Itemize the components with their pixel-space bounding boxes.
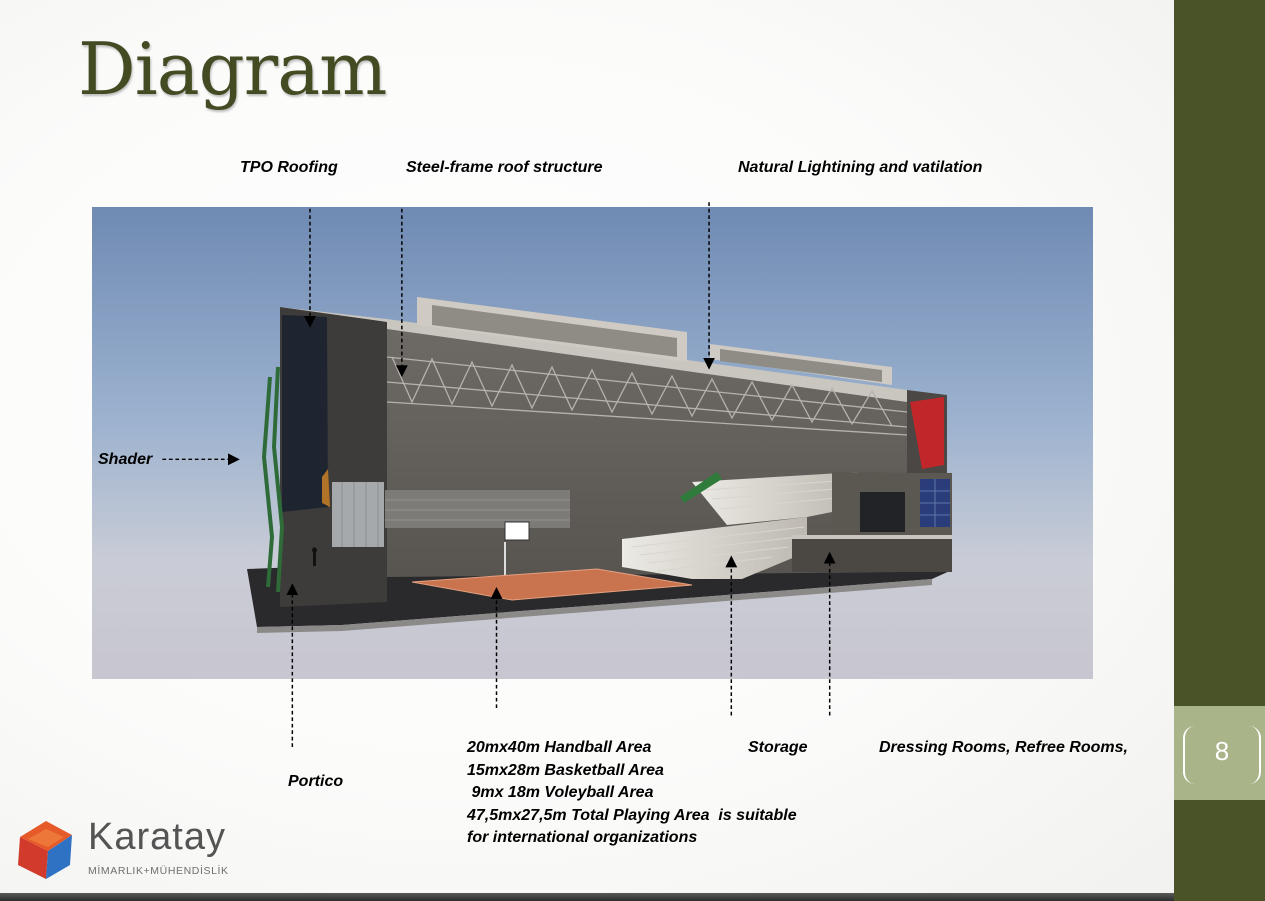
- logo-name: Karatay: [88, 816, 226, 858]
- dressing-rooms-label: Dressing Rooms, Refree Rooms,: [879, 739, 1128, 756]
- slide-title: Diagram: [78, 27, 387, 111]
- bottom-bar: [0, 893, 1174, 901]
- shader-label: Shader: [98, 451, 153, 468]
- tpo-roofing-label: TPO Roofing: [240, 159, 338, 176]
- building-section-render: [92, 207, 1093, 679]
- page-number: 8: [1214, 736, 1230, 766]
- steel-frame-label: Steel-frame roof structure: [406, 159, 603, 176]
- storage-label: Storage: [748, 739, 808, 756]
- playing-area-label: 20mx40m Handball Area 15mx28m Basketball Area 9mx 18m Voleyball Area 47,5mx27,5m Total Playing Area is suitable for international organizations: [467, 739, 797, 846]
- logo-tagline: MİMARLIK+MÜHENDİSLİK: [88, 865, 229, 877]
- natural-lighting-label: Natural Lightining and vatilation: [738, 159, 983, 176]
- portico-label: Portico: [288, 773, 344, 790]
